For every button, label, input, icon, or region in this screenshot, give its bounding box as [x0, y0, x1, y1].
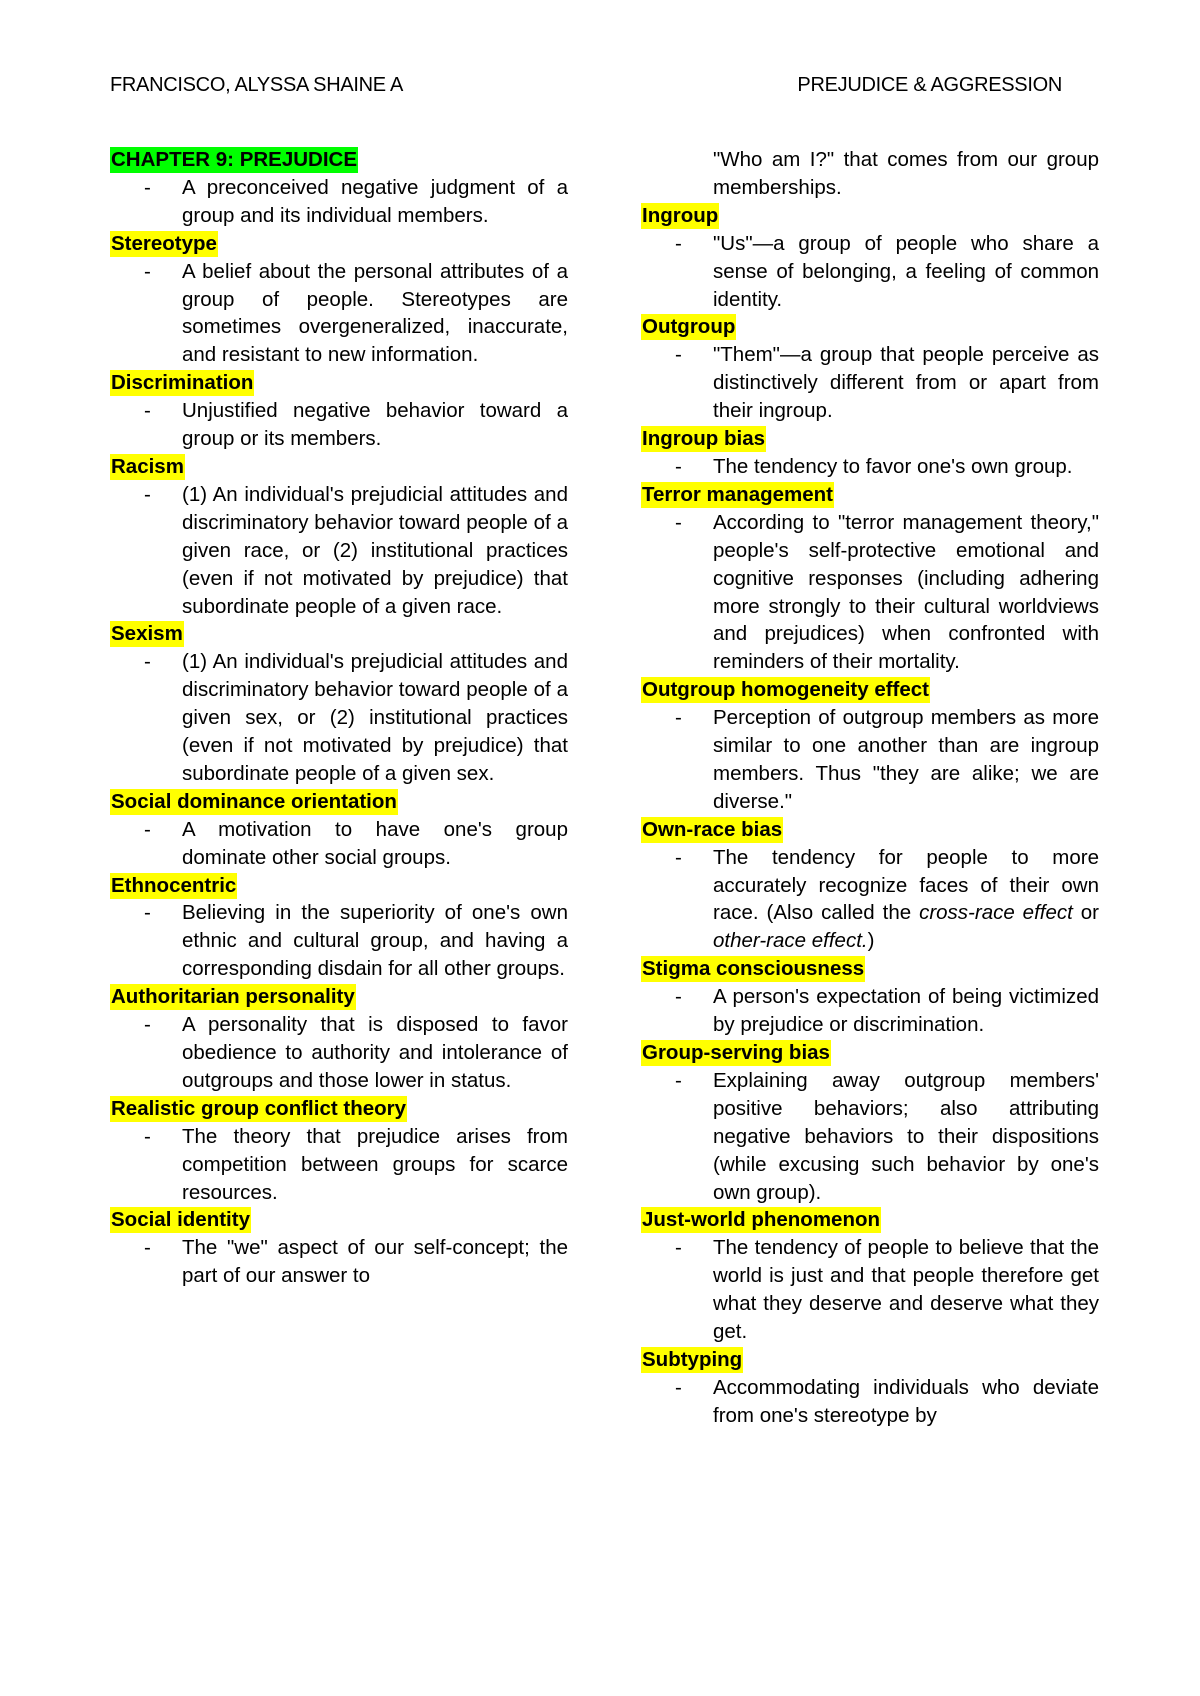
term-outgroup: Outgroup [642, 315, 736, 339]
term-realistic-group-conflict-theory: Realistic group conflict theory [111, 1096, 407, 1120]
term-heading [641, 1206, 1099, 1234]
term-ingroup: Ingroup [642, 203, 719, 227]
list-dash: - [144, 817, 151, 841]
list-dash: - [144, 1236, 151, 1260]
list-dash: - [675, 845, 682, 869]
term-group-serving-bias: Group-serving bias [642, 1041, 830, 1064]
list-dash: - [144, 650, 151, 674]
term-just-world-phenomenon: Just-world phenomenon [642, 1208, 881, 1232]
term-authoritarian-personality: Authoritarian personality [111, 985, 355, 1009]
term-definition: - Explaining away outgroup members' positive behaviors; also attributing negative behaviors to their dispositions (while excusing such behavior by one's own group). [675, 1068, 1099, 1204]
term-heading [641, 676, 1099, 704]
term-ingroup-bias: Ingroup bias [642, 427, 765, 451]
term-heading [641, 816, 1099, 844]
list-dash: - [675, 454, 682, 478]
term-social-dominance-orientation: Social dominance orientation [111, 789, 397, 813]
term-heading [641, 481, 1099, 509]
term-heading [641, 1346, 1099, 1374]
term-definition: - (1) An individual's prejudicial attitudes and discriminatory behavior toward people of a given sex, or (2) institutional practices (even if not motivated by prejudice) that subordinate people of a given sex. [144, 650, 568, 785]
list-dash: - [675, 1236, 682, 1260]
page-header [110, 74, 1062, 97]
term-definition: - The tendency of people to believe that the world is just and that people therefore get what they deserve and deserve what they get. [675, 1236, 1099, 1344]
term-definition: - The "we" aspect of our self-concept; the part of our answer to [144, 1236, 568, 1288]
term-own-race-bias: Own-race bias [642, 817, 783, 841]
term-heading [110, 872, 568, 900]
term-heading [641, 425, 1099, 453]
term-sexism: Sexism [111, 622, 183, 646]
term-stigma-consciousness: Stigma consciousness [642, 957, 865, 981]
term-heading [110, 1095, 568, 1123]
term-definition: - The tendency to favor one's own group. [641, 453, 1099, 481]
list-dash: - [675, 343, 682, 367]
term-heading [110, 1206, 568, 1234]
term-heading [641, 1039, 1099, 1067]
list-dash: - [675, 231, 682, 255]
term-heading [110, 620, 568, 648]
term-definition: - The theory that prejudice arises from competition between groups for scarce resources. [144, 1124, 568, 1204]
term-definition: - A belief about the personal attributes of a group of people. Stereotypes are sometimes overgeneralized, inaccurate, and resistant to new information. [144, 259, 568, 367]
term-outgroup-homogeneity-effect: Outgroup homogeneity effect [642, 678, 929, 702]
term-heading [110, 788, 568, 816]
term-ethnocentric: Ethnocentric [111, 873, 237, 897]
document-title: PREJUDICE & AGGRESSION [797, 74, 1062, 96]
italic-term: cross-race effect [919, 901, 1073, 925]
list-dash: - [144, 175, 151, 199]
chapter-title: CHAPTER 9: PREJUDICE [111, 148, 358, 171]
author-name: FRANCISCO, ALYSSA SHAINE A [110, 74, 404, 96]
term-heading [110, 453, 568, 481]
list-dash: - [144, 901, 151, 925]
term-social-identity: Social identity [111, 1208, 250, 1232]
list-dash: - [144, 259, 151, 283]
list-dash: - [144, 1013, 151, 1037]
term-discrimination: Discrimination [111, 371, 254, 395]
right-column [641, 146, 1099, 1430]
term-heading [641, 202, 1099, 230]
term-heading [110, 983, 568, 1011]
left-column [110, 146, 568, 1290]
term-definition: - A personality that is disposed to favor obedience to authority and intolerance of outgroups and those lower in status. [144, 1013, 568, 1092]
term-heading [110, 230, 568, 258]
term-heading [641, 313, 1099, 341]
term-definition: - Believing in the superiority of one's own ethnic and cultural group, and having a corresponding disdain for all other groups. [144, 901, 568, 981]
social-identity-continued: "Who am I?" that comes from our group memberships. [713, 148, 1099, 199]
chapter-heading [110, 146, 568, 174]
list-dash: - [675, 510, 682, 534]
term-subtyping: Subtyping [642, 1347, 743, 1371]
term-heading [641, 955, 1099, 983]
term-stereotype: Stereotype [111, 231, 217, 255]
term-terror-management: Terror management [642, 482, 834, 506]
list-dash: - [144, 1124, 151, 1148]
term-definition: - Perception of outgroup members as more similar to one another than are ingroup members. Thus "they are alike; we are diverse." [675, 706, 1099, 813]
list-dash: - [675, 985, 682, 1009]
chapter-definition: - A preconceived negative judgment of a group and its individual members. [144, 175, 568, 227]
italic-term: other-race effect. [713, 929, 868, 953]
term-definition: - Unjustified negative behavior toward a group or its members. [144, 399, 568, 451]
list-dash: - [144, 482, 151, 506]
list-dash: - [675, 1068, 682, 1092]
term-definition: - (1) An individual's prejudicial attitudes and discriminatory behavior toward people of a given race, or (2) institutional practices (even if not motivated by prejudice) that subordinate people of a given race. [144, 482, 568, 618]
list-dash: - [675, 1375, 682, 1399]
term-heading [110, 369, 568, 397]
term-racism: Racism [111, 454, 184, 478]
term-definition: - "Them"—a group that people perceive as distinctively different from or apart from their ingroup. [675, 343, 1099, 423]
term-definition: - A person's expectation of being victimized by prejudice or discrimination. [675, 985, 1099, 1037]
term-definition: - A motivation to have one's group dominate other social groups. [144, 817, 568, 869]
term-definition: - The tendency for people to more accurately recognize faces of their own race. (Also called the cross-race effect or other-race effect.) [675, 845, 1099, 953]
term-definition: - According to "terror management theory," people's self-protective emotional and cognitive responses (including adhering more strongly to their cultural worldviews and prejudices) when confronted with reminders of their mortality. [675, 510, 1099, 674]
list-dash: - [675, 706, 682, 730]
term-definition: - "Us"—a group of people who share a sense of belonging, a feeling of common identity. [675, 231, 1099, 311]
list-dash: - [144, 399, 151, 423]
term-definition: - Accommodating individuals who deviate from one's stereotype by [675, 1375, 1099, 1427]
